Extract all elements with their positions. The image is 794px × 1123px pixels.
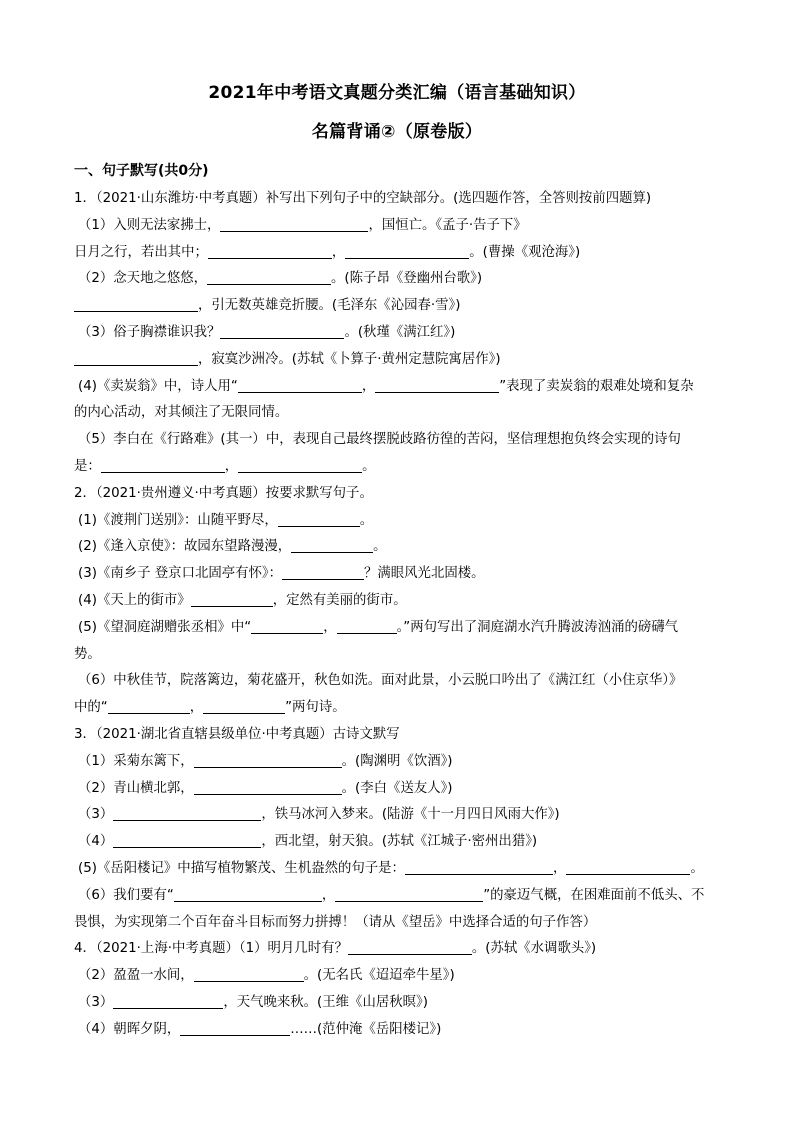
answer-blank[interactable] [113,992,223,1009]
line-text: （2）念天地之悠悠， [78,271,208,287]
text-line [74,615,734,642]
answer-blank[interactable] [337,617,397,634]
answer-blank[interactable] [74,295,198,312]
line-text: （4）朝晖夕阴， [78,1021,181,1037]
answer-blank[interactable] [194,778,342,795]
text-line [74,990,734,1017]
line-text: （6）我们要有“ [78,887,174,903]
line-text: 势。 [74,646,101,662]
line-text: 1．（2021·山东潍坊·中考真题）补写出下列句子中的空缺部分。(选四题作答，全答则按前四题算) [74,191,652,206]
line-text: ， [321,887,336,903]
answer-blank[interactable] [180,1019,290,1036]
text-line [74,829,734,856]
text-line [74,588,734,615]
line-text: （5）李白在《行路难》(其一）中，表现自己最终摆脱歧路彷徨的苦闷，坚信理想抱负终会实现的诗句 [78,432,681,448]
answer-blank[interactable] [566,858,690,875]
answer-blank[interactable] [108,697,190,714]
answer-blank[interactable] [291,536,373,553]
answer-blank[interactable] [113,831,261,848]
line-text: 。(秋瑾《满江红》) [344,324,456,340]
answer-blank[interactable] [278,510,360,527]
text-line [74,427,734,454]
answer-blank[interactable] [191,590,273,607]
text-line [74,481,734,508]
line-text: 。(陈子昂《登幽州台歌》) [331,271,483,287]
line-text: 2．（2021·贵州遵义·中考真题）按要求默写句子。 [74,485,373,501]
question-list [74,186,734,1044]
answer-blank[interactable] [375,376,499,393]
answer-blank[interactable] [113,804,261,821]
line-text: ，引无数英雄竞折腰。(毛泽东《沁园春·雪》) [198,298,461,314]
line-text: 。 [362,458,376,474]
text-line [74,374,734,401]
line-text: （3）俗子胸襟谁识我？ [78,324,221,340]
line-text: （3） [78,807,114,823]
line-text: ？满眼风光北固楼。 [364,566,485,582]
answer-blank[interactable] [220,322,344,339]
line-text: ， [323,619,337,635]
text-line [74,240,734,267]
text-line [74,293,734,320]
line-text: 3．（2021·湖北省直辖县级单位·中考真题）古诗文默写 [74,726,400,742]
text-line [74,856,734,883]
text-line [74,695,734,722]
line-text: （4） [78,834,114,850]
line-text: ， [361,378,376,394]
line-text: ， [552,860,567,876]
line-text: ，铁马冰河入梦来。(陆游《十一月四日风雨大作》) [261,807,560,823]
line-text: ……(范仲淹《岳阳楼记》) [290,1021,442,1037]
text-line [74,400,734,427]
line-text: 。(无名氏《迢迢牵牛星》) [303,968,455,984]
text-line [74,642,734,669]
line-text: 。(陶渊明《饮酒》) [341,753,453,769]
text-line [74,963,734,990]
section-heading: 一、句子默写(共0分) [74,163,209,179]
answer-blank[interactable] [251,617,323,634]
line-text: （6）中秋佳节，院落篱边，菊花盛开，秋色如洗。面对此景，小云脱口吟出了《满江红（小住京华）》 [78,673,683,689]
text-line [74,347,734,374]
line-text: (2)《逢入京使》：故园东望路漫漫， [78,539,292,555]
line-text: 。 [359,512,374,528]
line-text: ”的豪迈气概，在困难面前不低头、不 [483,887,705,903]
line-text: 的内心活动，对其倾注了无限同情。 [74,405,289,421]
line-text: 中的“ [74,700,108,716]
answer-blank[interactable] [282,563,364,580]
text-line [74,508,734,535]
text-line [74,936,734,963]
text-line [74,802,734,829]
text-line [74,749,734,776]
text-line [74,186,734,213]
line-text: ，定然有美丽的街市。 [272,592,407,608]
text-line [74,213,734,240]
line-text: ，寂寞沙洲冷。(苏轼《卜算子·黄州定慧院寓居作》) [198,351,501,367]
text-line [74,776,734,803]
line-text: ，天气晚来秋。(王维《山居秋暝》) [223,994,428,1010]
line-text: 畏惧，为实现第二个百年奋斗目标而努力拼搏！（请从《望岳》中选择合适的句子作答） [74,914,597,930]
text-line [74,883,734,910]
text-line [74,561,734,588]
answer-blank[interactable] [345,242,469,259]
answer-blank[interactable] [101,456,225,473]
text-line [74,320,734,347]
answer-blank[interactable] [220,215,368,232]
line-text: ， [224,458,239,474]
line-text: 4．（2021·上海·中考真题）（1）明月几时有？ [74,941,348,957]
line-text: ， [331,244,346,260]
line-text: (5)《岳阳楼记》中描写植物繁茂、生机盎然的句子是： [78,860,405,876]
line-text: （2）青山横北郭， [78,780,194,796]
answer-blank[interactable] [194,965,304,982]
line-text: （1）采菊东篱下， [78,753,194,769]
line-text: (5)《望洞庭湖赠张丞相》中“ [78,619,252,635]
answer-blank[interactable] [238,456,362,473]
text-line [74,534,734,561]
answer-blank[interactable] [405,858,553,875]
text-line [74,722,734,749]
document-title: 2021年中考语文真题分类汇编（语言基础知识） [208,83,586,103]
line-text: 。”两句写出了洞庭湖水汽升腾波涛汹涌的磅礴气 [396,619,679,635]
document-subtitle: 名篇背诵②（原卷版） [311,122,483,142]
text-line [74,1017,734,1044]
line-text: 。(曹操《观沧海》) [469,244,581,260]
line-text: ，西北望，射天狼。(苏轼《江城子·密州出猎》) [261,834,538,850]
answer-blank[interactable] [335,885,483,902]
answer-blank[interactable] [194,751,342,768]
line-text: （3） [78,994,114,1010]
answer-blank[interactable] [174,885,322,902]
answer-blank[interactable] [238,376,362,393]
line-text: (3)《南乡子 登京口北固亭有怀》： [78,566,282,582]
answer-blank[interactable] [74,349,198,366]
text-line [74,668,734,695]
line-text: 日月之行，若出其中； [74,244,208,260]
line-text: （1）入则无法家拂士， [78,217,221,233]
text-line [74,266,734,293]
line-text: 。(李白《送友人》) [341,780,453,796]
text-line [74,910,734,937]
line-text: (1)《渡荆门送别》：山随平野尽， [78,512,278,528]
line-text: 是： [74,458,101,474]
answer-blank[interactable] [348,938,472,955]
line-text: 。 [690,860,704,876]
text-line [74,454,734,481]
line-text: (4)《卖炭翁》中，诗人用“ [78,378,238,394]
line-text: ”两句诗。 [285,700,346,716]
line-text: （2）盈盈一水间， [78,968,194,984]
line-text: (4)《天上的街市》 [78,592,191,608]
answer-blank[interactable] [208,242,332,259]
answer-blank[interactable] [203,697,285,714]
line-text: ”表现了卖炭翁的艰难处境和复杂 [499,378,694,394]
line-text: 。(苏轼《水调歌头》) [471,941,597,957]
line-text: ，国恒亡。《孟子·告子下》 [368,217,527,233]
line-text: ， [189,700,204,716]
line-text: 。 [373,539,387,555]
answer-blank[interactable] [207,268,331,285]
